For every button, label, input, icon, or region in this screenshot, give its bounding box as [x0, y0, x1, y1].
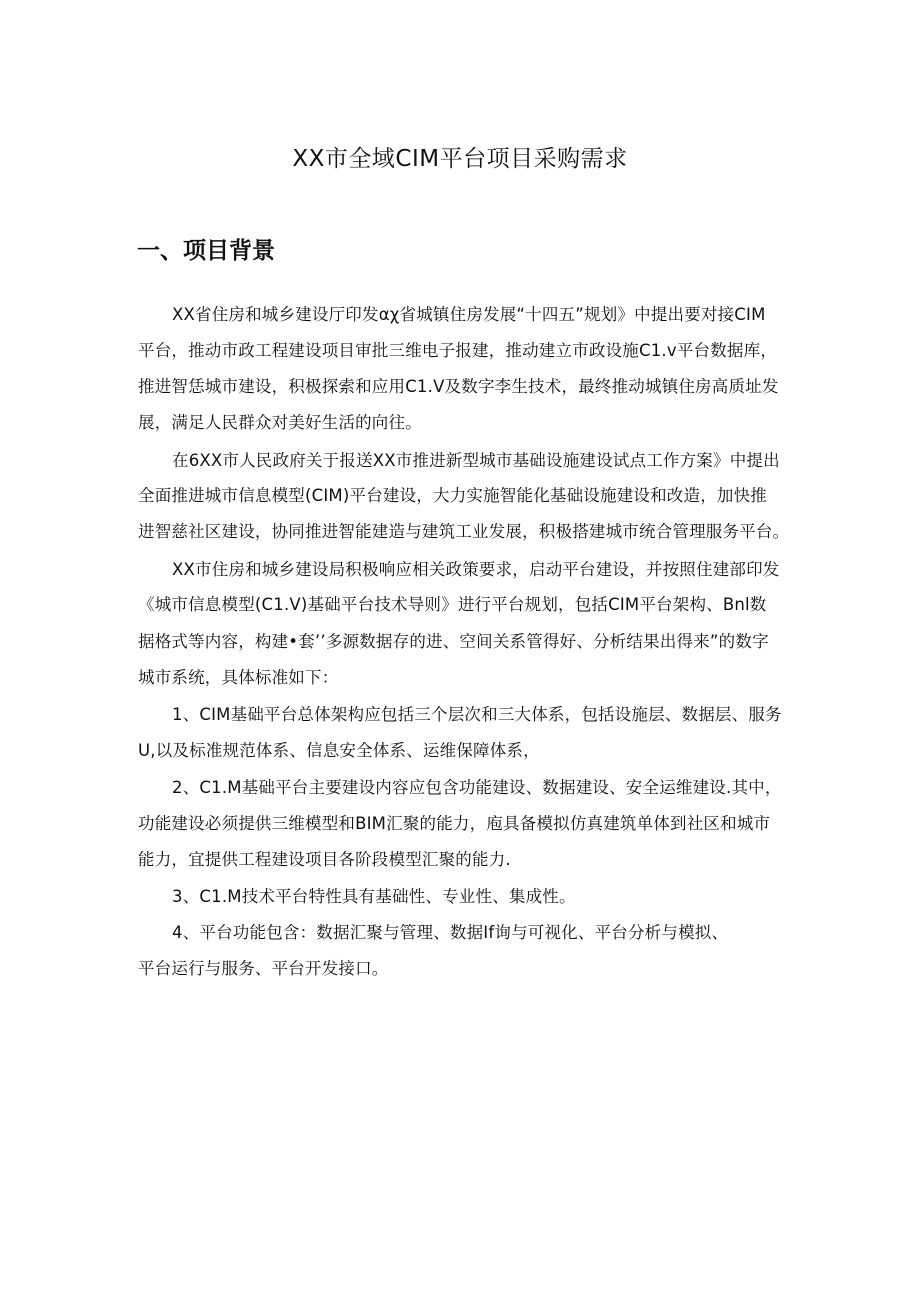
section-heading: 一、项目背景	[137, 238, 275, 264]
list-item-line: U,以及标准规范体系、信息安全体系、运维保障体系，	[138, 741, 540, 760]
paragraph-line: 城市系统，具体标准如下：	[138, 668, 339, 687]
paragraph-line: XX省住房和城乡建设厅印发αχ省城镇住房发展“十四五”规划》中提出要对接CIM	[172, 305, 766, 324]
list-item-line: 能力，宜提供工程建设项目各阶段模型汇聚的能力.	[138, 850, 511, 869]
paragraph-line: 推进智恁城市建设，积极探索和应用C1.V及数字李生技术，最终推动城镇住房高质址发	[138, 377, 779, 396]
list-item-line: 1、CIM基础平台总体架构应包括三个层次和三大体系，包括设施层、数据层、服务	[172, 705, 782, 724]
list-item-line: 3、C1.M技术平台特性具有基础性、专业性、集成性。	[172, 887, 576, 906]
list-item-line: 2、C1.M基础平台主要建设内容应包含功能建设、数据建设、安全运维建设.其中，	[172, 778, 782, 797]
paragraph-line: 在6XX市人民政府关于报送XX市推进新型城市基础设施建设试点工作方案》中提出	[172, 451, 780, 470]
list-item-line: 功能建设必须提供三维模型和BIM汇聚的能力，庖具备模拟仿真建筑单体到社区和城市	[138, 814, 771, 833]
paragraph-line: XX市住房和城乡建设局积极响应相关政策要求，启动平台建设，并按照住建部印发	[172, 560, 780, 579]
document-title: XX市全域CIM平台项目采购需求	[292, 146, 628, 172]
paragraph-line: 全面推进城市信息模型(CIM)平台建设，大力实施智能化基础设施建设和改造，加快推	[138, 486, 767, 505]
paragraph-line: 展，满足人民群众对美好生活的向往。	[138, 413, 422, 432]
paragraph-line: 《城市信息模型(C1.V)基础平台技术导则》进行平台规划，包括CIM平台架构、Bnl数	[138, 595, 767, 614]
paragraph-line: 进智慈社区建设，协同推进智能建造与建筑工业发展，积极搭建城市统合管理服务平台。	[138, 522, 790, 541]
paragraph-line: 据格式等内容，构建•套’’多源数据存的进、空间关系管得好、分析结果出得来”的数字	[138, 632, 769, 651]
paragraph-line: 平台，推动市政工程建设项目审批三维电子报建，推动建立市政设施C1.v平台数据库，	[138, 341, 778, 360]
list-item-line: 平台运行与服务、平台开发接口。	[138, 959, 389, 978]
list-item-line: 4、平台功能包含：数据汇聚与管理、数据If询与可视化、平台分析与模拟、	[172, 923, 729, 942]
